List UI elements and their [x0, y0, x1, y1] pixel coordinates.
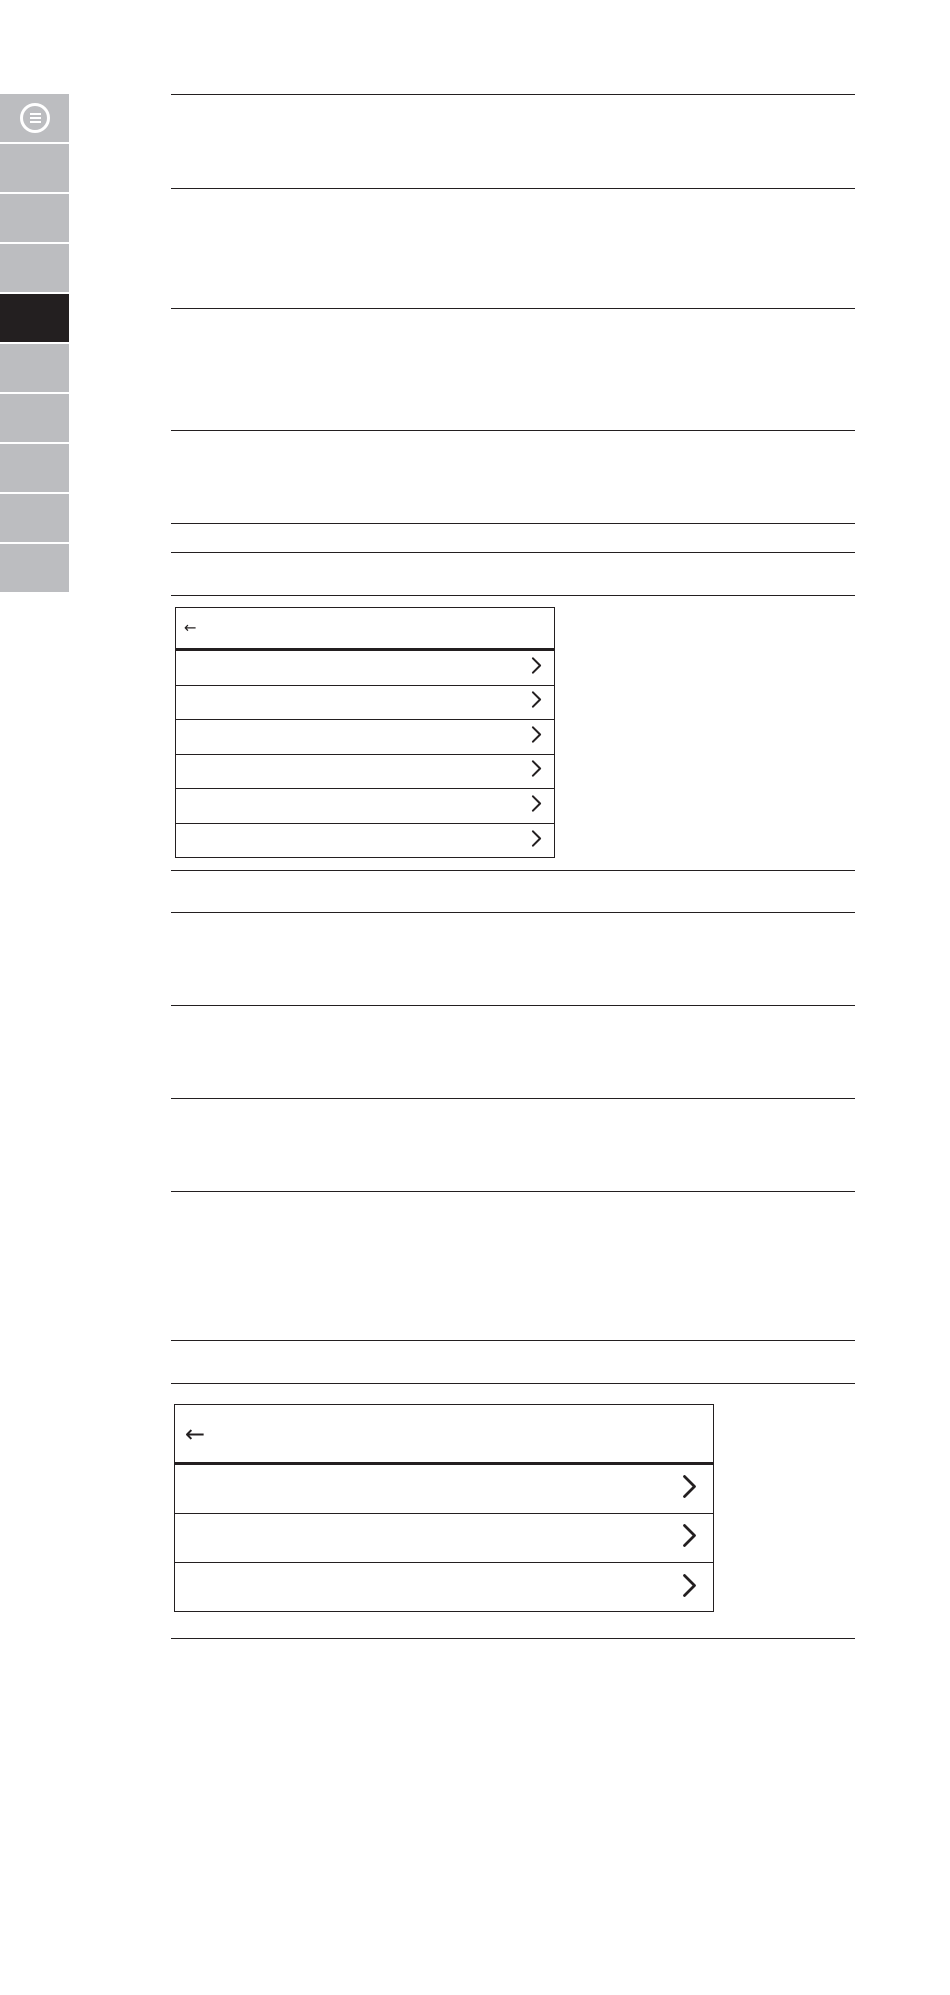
chevron-right-icon	[531, 725, 542, 748]
menu-row[interactable]	[176, 824, 554, 859]
table-rule	[171, 308, 855, 309]
table-rule	[171, 1638, 855, 1639]
menu-row[interactable]	[175, 1514, 713, 1563]
chevron-right-icon	[531, 656, 542, 679]
chevron-right-icon	[682, 1572, 697, 1603]
menu-row[interactable]	[176, 686, 554, 721]
table-rule	[171, 912, 855, 913]
table-rule	[171, 595, 855, 596]
chapter-tab-2[interactable]	[0, 194, 69, 242]
chapter-tab-4-active[interactable]	[0, 294, 69, 342]
chevron-right-icon	[531, 760, 542, 783]
menu-row[interactable]	[176, 720, 554, 755]
chevron-right-icon	[531, 829, 542, 852]
chevron-right-icon	[682, 1474, 697, 1505]
chapter-tab-6[interactable]	[0, 394, 69, 442]
menu-row[interactable]	[175, 1563, 713, 1612]
chevron-right-icon	[531, 691, 542, 714]
table-rule	[171, 523, 855, 524]
menu-header	[175, 1405, 713, 1465]
menu-header	[176, 608, 554, 651]
menu-row[interactable]	[176, 789, 554, 824]
menu-row[interactable]	[176, 651, 554, 686]
table-rule	[171, 94, 855, 95]
table-rule	[171, 1383, 855, 1384]
table-rule	[171, 188, 855, 189]
menu-illustration-small	[175, 607, 555, 858]
menu-row[interactable]	[176, 755, 554, 790]
arrow-left-icon[interactable]: ←	[184, 618, 197, 637]
arrow-left-icon[interactable]: ←	[185, 1419, 206, 1448]
chapter-tab-9[interactable]	[0, 544, 69, 592]
menu-row[interactable]	[175, 1465, 713, 1514]
menu-icon	[20, 103, 50, 133]
chapter-tab-7[interactable]	[0, 444, 69, 492]
chapter-tab-5[interactable]	[0, 344, 69, 392]
table-rule	[171, 1005, 855, 1006]
table-rule	[171, 552, 855, 553]
table-rule	[171, 1340, 855, 1341]
menu-illustration-large	[174, 1404, 714, 1612]
chapter-tab-3[interactable]	[0, 244, 69, 292]
tab-menu[interactable]	[0, 94, 69, 142]
table-rule	[171, 1098, 855, 1099]
chevron-right-icon	[682, 1523, 697, 1554]
chapter-tab-1[interactable]	[0, 144, 69, 192]
table-rule	[171, 1191, 855, 1192]
table-rule	[171, 870, 855, 871]
chevron-right-icon	[531, 794, 542, 817]
chapter-tab-8[interactable]	[0, 494, 69, 542]
table-rule	[171, 430, 855, 431]
